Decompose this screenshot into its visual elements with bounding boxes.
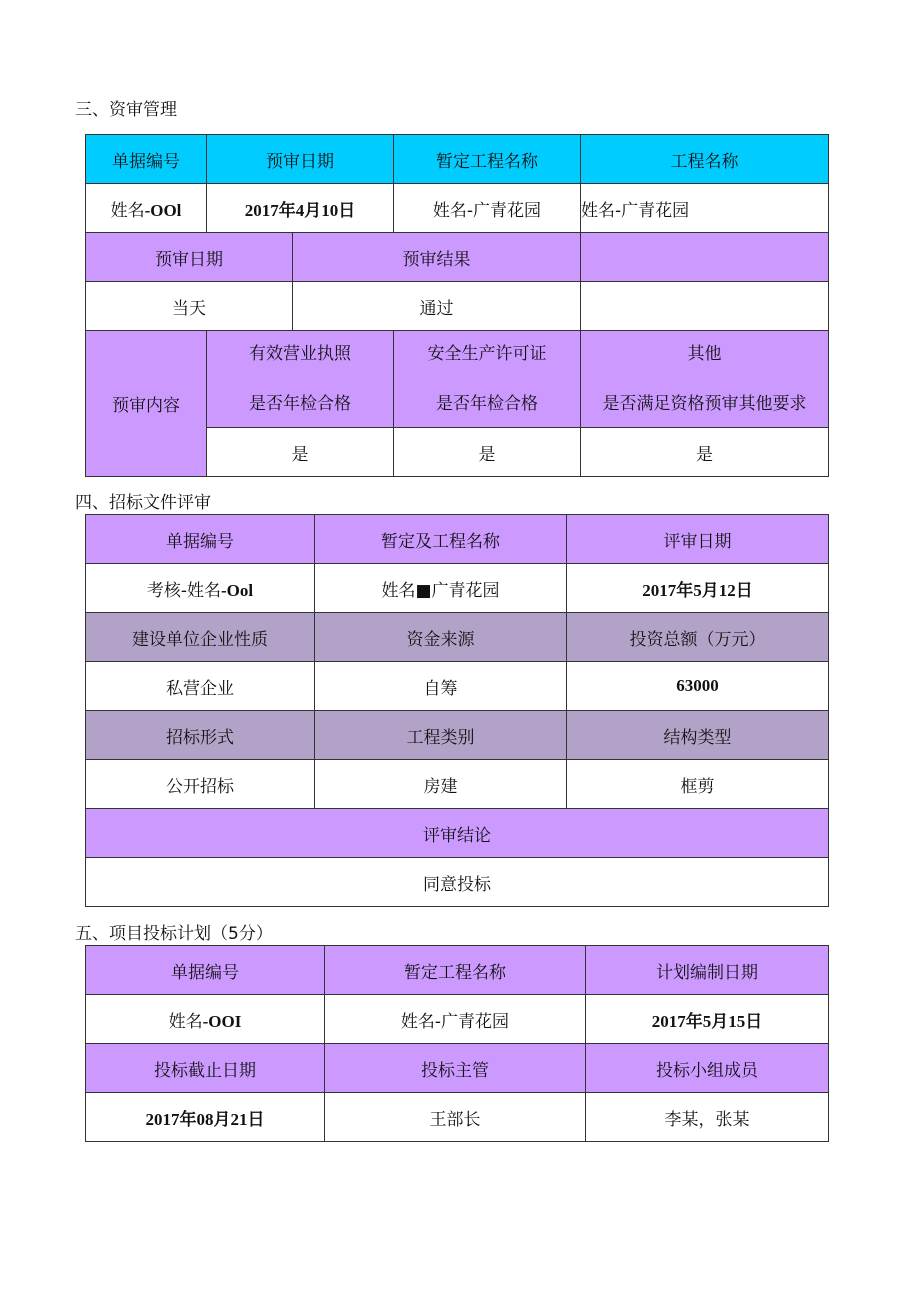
header-cell: 建设单位企业性质 bbox=[86, 613, 315, 662]
bid-manager-cell: 王部长 bbox=[325, 1093, 586, 1142]
table-row bbox=[86, 135, 829, 184]
header-cell: 投资总额（万元） bbox=[567, 613, 829, 662]
project-name-cell: 姓名■广青花园 bbox=[315, 564, 567, 613]
deadline-cell: 2017年08月21日 bbox=[86, 1093, 325, 1142]
header-cell: 结构类型 bbox=[567, 711, 829, 760]
table-row bbox=[86, 662, 829, 711]
project-name-cell: 姓名-广青花园 bbox=[581, 184, 829, 233]
content-label-cell: 预审内容 bbox=[86, 331, 207, 477]
investment-amount-cell: 63000 bbox=[567, 662, 829, 711]
content-item-cell bbox=[207, 331, 394, 428]
header-cell: 评审结论 bbox=[86, 809, 829, 858]
temp-project-name-cell: 姓名-广青花园 bbox=[325, 995, 586, 1044]
code-suffix: -OOl bbox=[144, 200, 182, 220]
header-cell: 单据编号 bbox=[86, 135, 207, 184]
content-item-title: 有效营业执照 bbox=[249, 343, 351, 364]
content-answer-cell: 是 bbox=[581, 428, 829, 477]
table-row bbox=[86, 331, 829, 428]
content-item-title: 其他 bbox=[687, 343, 722, 364]
code-prefix: 姓名 bbox=[168, 1011, 203, 1032]
conclusion-cell: 同意投标 bbox=[86, 858, 829, 907]
qualification-review-table bbox=[85, 134, 829, 477]
header-cell: 暂定工程名称 bbox=[394, 135, 581, 184]
content-item-question: 是否年检合格 bbox=[249, 393, 351, 414]
code-prefix: 姓名 bbox=[110, 200, 145, 221]
table-row bbox=[86, 760, 829, 809]
table-row bbox=[86, 858, 829, 907]
header-cell: 单据编号 bbox=[86, 946, 325, 995]
document-code-cell bbox=[86, 184, 207, 233]
content-item-question: 是否满足资格预审其他要求 bbox=[602, 393, 807, 414]
header-cell: 预审日期 bbox=[86, 233, 293, 282]
content-item-cell bbox=[394, 331, 581, 428]
header-cell: 预审结果 bbox=[293, 233, 581, 282]
review-day-cell: 当天 bbox=[86, 282, 293, 331]
header-cell: 评审日期 bbox=[567, 515, 829, 564]
header-cell: 投标主管 bbox=[325, 1044, 586, 1093]
content-answer-cell: 是 bbox=[207, 428, 394, 477]
project-category-cell: 房建 bbox=[315, 760, 567, 809]
bid-document-review-table bbox=[85, 514, 829, 907]
header-cell: 资金来源 bbox=[315, 613, 567, 662]
content-item-cell bbox=[581, 331, 829, 428]
header-cell: 计划编制日期 bbox=[586, 946, 829, 995]
section5-heading: 五、项目投标计划（5分） bbox=[75, 924, 273, 944]
table-row bbox=[86, 711, 829, 760]
content-item-spacer bbox=[207, 367, 393, 392]
team-members-cell: 李某，张某 bbox=[586, 1093, 829, 1142]
table-row bbox=[86, 282, 829, 331]
review-date-cell: 2017年5月12日 bbox=[567, 564, 829, 613]
table-row bbox=[86, 233, 829, 282]
content-item-spacer bbox=[394, 367, 580, 392]
header-cell: 预审日期 bbox=[207, 135, 394, 184]
bid-form-cell: 公开招标 bbox=[86, 760, 315, 809]
temp-project-name-cell: 姓名-广青花园 bbox=[394, 184, 581, 233]
plan-date-cell: 2017年5月15日 bbox=[586, 995, 829, 1044]
table-row bbox=[86, 1044, 829, 1093]
header-cell: 暂定工程名称 bbox=[325, 946, 586, 995]
header-cell: 投标小组成员 bbox=[586, 1044, 829, 1093]
table-row bbox=[86, 515, 829, 564]
document-code-cell bbox=[86, 995, 325, 1044]
document-code-cell bbox=[86, 564, 315, 613]
header-cell: 投标截止日期 bbox=[86, 1044, 325, 1093]
table-row bbox=[86, 564, 829, 613]
enterprise-type-cell: 私营企业 bbox=[86, 662, 315, 711]
header-cell: 暂定及工程名称 bbox=[315, 515, 567, 564]
header-cell: 工程类别 bbox=[315, 711, 567, 760]
empty-cell bbox=[581, 282, 829, 331]
review-date-cell: 2017年4月10日 bbox=[207, 184, 394, 233]
table-row bbox=[86, 946, 829, 995]
section3-heading: 三、资审管理 bbox=[75, 100, 177, 120]
empty-header-cell bbox=[581, 233, 829, 282]
review-result-cell: 通过 bbox=[293, 282, 581, 331]
header-cell: 工程名称 bbox=[581, 135, 829, 184]
code-prefix: 考核-姓名 bbox=[146, 580, 222, 601]
header-cell: 招标形式 bbox=[86, 711, 315, 760]
structure-type-cell: 框剪 bbox=[567, 760, 829, 809]
header-cell: 单据编号 bbox=[86, 515, 315, 564]
bid-plan-table bbox=[85, 945, 829, 1142]
table-row bbox=[86, 995, 829, 1044]
section4-heading: 四、招标文件评审 bbox=[75, 493, 211, 513]
content-item-title: 安全生产许可证 bbox=[427, 343, 547, 364]
content-item-question: 是否年检合格 bbox=[436, 393, 538, 414]
content-item-spacer bbox=[581, 367, 828, 392]
table-row bbox=[86, 613, 829, 662]
code-suffix: -Ool bbox=[221, 580, 254, 600]
table-row bbox=[86, 184, 829, 233]
content-answer-cell: 是 bbox=[394, 428, 581, 477]
code-suffix: -OOI bbox=[202, 1011, 242, 1031]
table-row bbox=[86, 809, 829, 858]
table-row bbox=[86, 1093, 829, 1142]
fund-source-cell: 自筹 bbox=[315, 662, 567, 711]
